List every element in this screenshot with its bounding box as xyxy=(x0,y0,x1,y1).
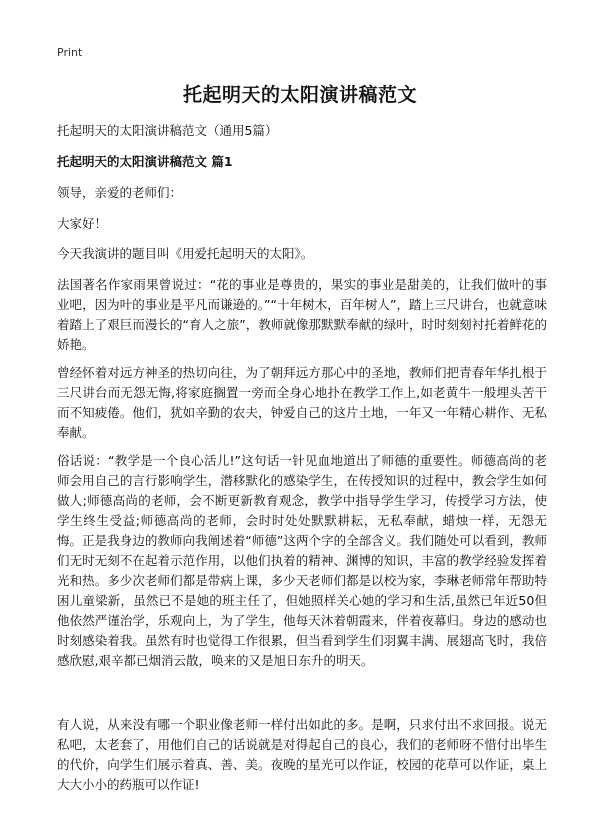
paragraph-4: 有人说，从来没有哪一个职业像老师一样付出如此的多。是啊，只求付出不求回报。说无私吧，太老套了，用他们自己的话说就是对得起自己的良心，我们的老师呀不惜付出毕生的代价，向学生们展示着真、善、美。夜晚的星光可以作证，校园的花草可以作证，桌上大大小小的药瓶可以作证! xyxy=(57,717,547,792)
paragraph-1: 法国著名作家雨果曾说过：“花的事业是尊贵的，果实的事业是甜美的，让我们做叶的事业吧，因为叶的事业是平凡而谦逊的。”“十年树木，百年树人”，踏上三尺讲台，也就意味着踏上了艰巨而漫长的“育人之旅”，教师就像那默默奉献的绿叶，时时刻刻衬托着鲜花的娇艳。 xyxy=(57,277,547,352)
hello-line: 大家好！ xyxy=(57,216,108,231)
section-heading: 托起明天的太阳演讲稿范文 篇1 xyxy=(57,154,233,169)
greeting-line: 领导，亲爱的老师们： xyxy=(57,185,183,200)
paragraph-2: 曾经怀着对远方神圣的热切向往，为了朝拜远方那心中的圣地，教师们把青春年华扎根于三尺讲台而无怨无悔,将家庭搁置一旁而全身心地扑在教学工作上,如老黄牛一般埋头苦干而不知疲倦。他们，犹如辛勤的农夫，钟爱自己的这片土地，一年又一年精心耕作、无私奉献。 xyxy=(57,365,547,440)
print-link[interactable]: Print xyxy=(57,46,83,59)
document-subtitle: 托起明天的太阳演讲稿范文（通用5篇） xyxy=(57,123,278,138)
topic-line: 今天我演讲的题目叫《用爱托起明天的太阳》。 xyxy=(57,246,314,261)
paragraph-3: 俗话说：“教学是一个良心活儿!”这句话一针见血地道出了师德的重要性。师德高尚的老师会用自己的言行影响学生，潜移默化的感染学生，在传授知识的过程中，教会学生如何做人;师德高尚的老师，会不断更新教育观念，教学中指导学生学习，传授学习方法，使学生终生受益;师德高尚的老师，会时时处处默默耕耘，无私奉献，蜡烛一样，无怨无悔。正是我身边的教师向我阐述着“师德”这两个字的全部含义。我们随处可以看到，教师们无时无刻不在起着示范作用，以他们执着的精神、渊博的知识，丰富的教学经验发挥着光和热。多少次老师们都是带病上课，多少天老师们都是以校为家，李琳老师常年帮助特困儿童梁新，虽然已不是她的班主任了，但她照样关心她的学习和生活,虽然已年近50但他依然严谨治学，乐观向上，为了学生，他每天沐着朝霞来，伴着夜幕归。身边的感动也时刻感染着我。虽然有时也觉得工作很累，但当看到学生们羽翼丰满、展翅高飞时，我倍感欣慰,艰辛都已烟消云散，唤来的又是旭日东升的明天。 xyxy=(57,453,547,668)
page-title: 托起明天的太阳演讲稿范文 xyxy=(182,84,417,106)
